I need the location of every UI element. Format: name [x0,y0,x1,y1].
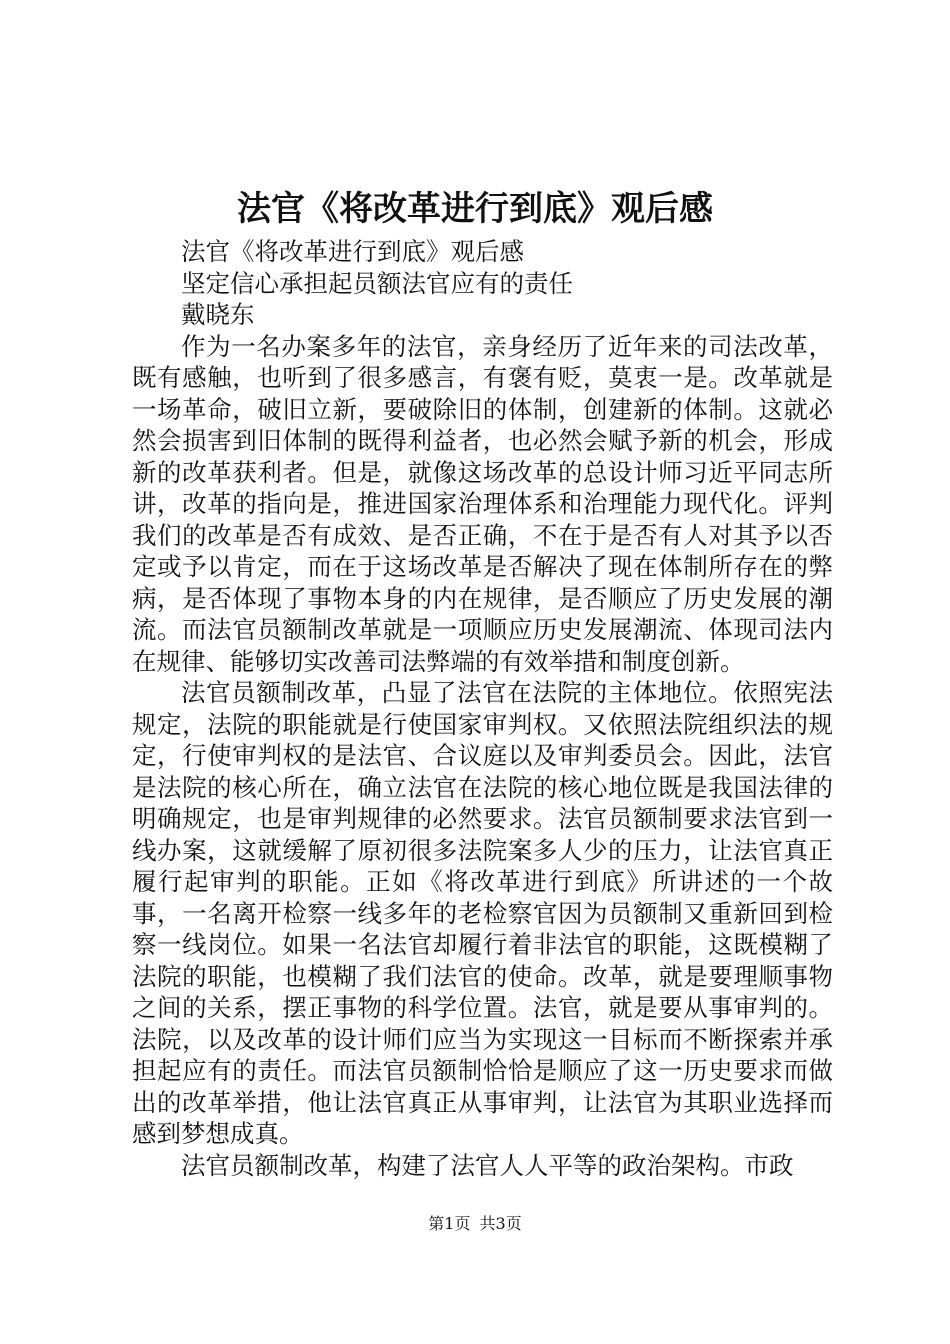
paragraph: 作为一名办案多年的法官，亲身经历了近年来的司法改革，既有感触，也听到了很多感言，有褒有贬，莫衷一是。改革就是一场革命，破旧立新，要破除旧的体制，创建新的体制。这就必然会损害到旧体制的既得利益者，也必然会赋予新的机会，形成新的改革获利者。但是，就像这场改革的总设计师习近平同志所讲，改革的指向是，推进国家治理体系和治理能力现代化。评判我们的改革是否有成效、是否正确，不在于是否有人对其予以否定或予以肯定，而在于这场改革是否解决了现在体制所存在的弊病，是否体现了事物本身的内在规律，是否顺应了历史发展的潮流。而法官员额制改革就是一项顺应历史发展潮流、体现司法内在规律、能够切实改善司法弊端的有效举措和制度创新。 [132,331,833,676]
page-total: 共3页 [479,1214,522,1233]
paragraph: 法官员额制改革，凸显了法官在法院的主体地位。依照宪法规定，法院的职能就是行使国家审判权。又依照法院组织法的规定，行使审判权的是法官、合议庭以及审判委员会。因此，法官是法院的核心所在，确立法官在法院的核心地位既是我国法律的明确规定，也是审判规律的必然要求。法官员额制要求法官到一线办案，这就缓解了原初很多法院案多人少的压力，让法官真正履行起审判的职能。正如《将改革进行到底》所讲述的一个故事，一名离开检察一线多年的老检察官因为员额制又重新回到检察一线岗位。如果一名法官却履行着非法官的职能，这既模糊了法院的职能，也模糊了我们法官的使命。改革，就是要理顺事物之间的关系，摆正事物的科学位置。法官，就是要从事审判的。法院，以及改革的设计师们应当为实现这一目标而不断探索并承担起应有的责任。而法官员额制恰恰是顺应了这一历史要求而做出的改革举措，他让法官真正从事审判，让法官为其职业选择而感到梦想成真。 [132,678,833,1148]
subtitle-line: 法官《将改革进行到底》观后感 [181,237,524,266]
headline-line: 坚定信心承担起员额法官应有的责任 [181,268,573,298]
paragraph: 法官员额制改革，构建了法官人人平等的政治架构。市政 [181,1150,794,1180]
page-footer [0,1212,950,1236]
page-number: 第1页 [428,1214,471,1233]
author-line: 戴晓东 [181,300,255,329]
document-body [132,236,833,1181]
document-title: 法官《将改革进行到底》观后感 [237,189,713,229]
